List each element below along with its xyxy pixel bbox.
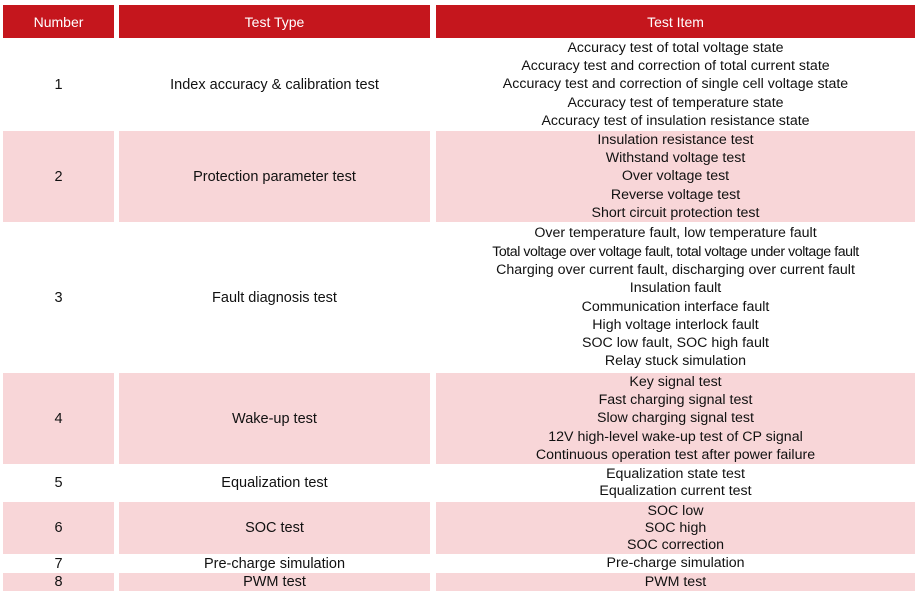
row-test-type: PWM test [119, 573, 430, 591]
test-item: Insulation resistance test [597, 131, 754, 148]
row-test-type: Index accuracy & calibration test [119, 39, 430, 130]
test-item: Withstand voltage test [605, 150, 746, 167]
row-number: 3 [3, 223, 114, 372]
table-row [0, 39, 919, 130]
test-item: Accuracy test of total voltage state [567, 39, 784, 56]
table-row [0, 465, 919, 501]
test-item: Slow charging signal test [597, 410, 754, 427]
row-test-items [436, 131, 915, 222]
test-item: Equalization current test [599, 483, 752, 499]
table-row [0, 502, 919, 554]
header-number: Number [3, 5, 114, 38]
table-row [0, 223, 919, 372]
test-item: SOC low [647, 502, 704, 519]
table-row [0, 555, 919, 572]
header-test-item: Test Item [436, 5, 915, 38]
row-number: 1 [3, 39, 114, 130]
test-item: Relay stuck simulation [604, 353, 747, 370]
test-item: Fast charging signal test [598, 392, 753, 409]
test-item: Accuracy test and correction of total current state [521, 58, 830, 75]
row-test-items [436, 502, 915, 554]
row-number: 2 [3, 131, 114, 222]
test-item: Over voltage test [621, 168, 730, 185]
test-item: High voltage interlock fault [592, 316, 759, 333]
test-item: Equalization state test [606, 466, 745, 482]
test-item: SOC high [644, 519, 707, 536]
test-item: Over temperature fault, low temperature fault [534, 225, 817, 242]
row-test-items [436, 39, 915, 130]
test-item: Key signal test [629, 373, 722, 390]
row-test-type: Fault diagnosis test [119, 223, 430, 372]
row-number: 8 [3, 573, 114, 591]
test-item: PWM test [644, 573, 707, 590]
test-item: Accuracy test of temperature state [567, 94, 784, 111]
test-item: SOC low fault, SOC high fault [582, 335, 769, 352]
test-item: Total voltage over voltage fault, total voltage under voltage fault [492, 243, 859, 260]
test-item: Communication interface fault [581, 298, 770, 315]
test-item: Insulation fault [629, 280, 722, 297]
row-number: 7 [3, 555, 114, 572]
table-row [0, 573, 919, 591]
row-test-type: Pre-charge simulation [119, 555, 430, 572]
row-test-items [436, 573, 915, 591]
row-number: 6 [3, 502, 114, 554]
test-item: Reverse voltage test [610, 186, 741, 203]
row-test-type: Equalization test [119, 465, 430, 501]
test-item: Pre-charge simulation [606, 555, 745, 571]
row-test-items [436, 555, 915, 572]
table-row [0, 131, 919, 222]
test-item: SOC correction [627, 536, 724, 553]
test-item: Accuracy test of insulation resistance state [541, 112, 810, 129]
table-row [0, 373, 919, 464]
row-test-items [436, 465, 915, 501]
row-number: 5 [3, 465, 114, 501]
row-test-type: Protection parameter test [119, 131, 430, 222]
row-test-type: SOC test [119, 502, 430, 554]
test-item: Short circuit protection test [591, 204, 760, 221]
header-test-type: Test Type [119, 5, 430, 38]
row-test-items [436, 223, 915, 372]
test-item: Accuracy test and correction of single cell voltage state [502, 76, 849, 93]
test-item: Continuous operation test after power failure [535, 446, 816, 463]
row-test-type: Wake-up test [119, 373, 430, 464]
test-item: 12V high-level wake-up test of CP signal [548, 428, 803, 445]
row-test-items [436, 373, 915, 464]
test-item: Charging over current fault, discharging over current fault [496, 261, 855, 278]
row-number: 4 [3, 373, 114, 464]
table-header-row [0, 5, 919, 38]
